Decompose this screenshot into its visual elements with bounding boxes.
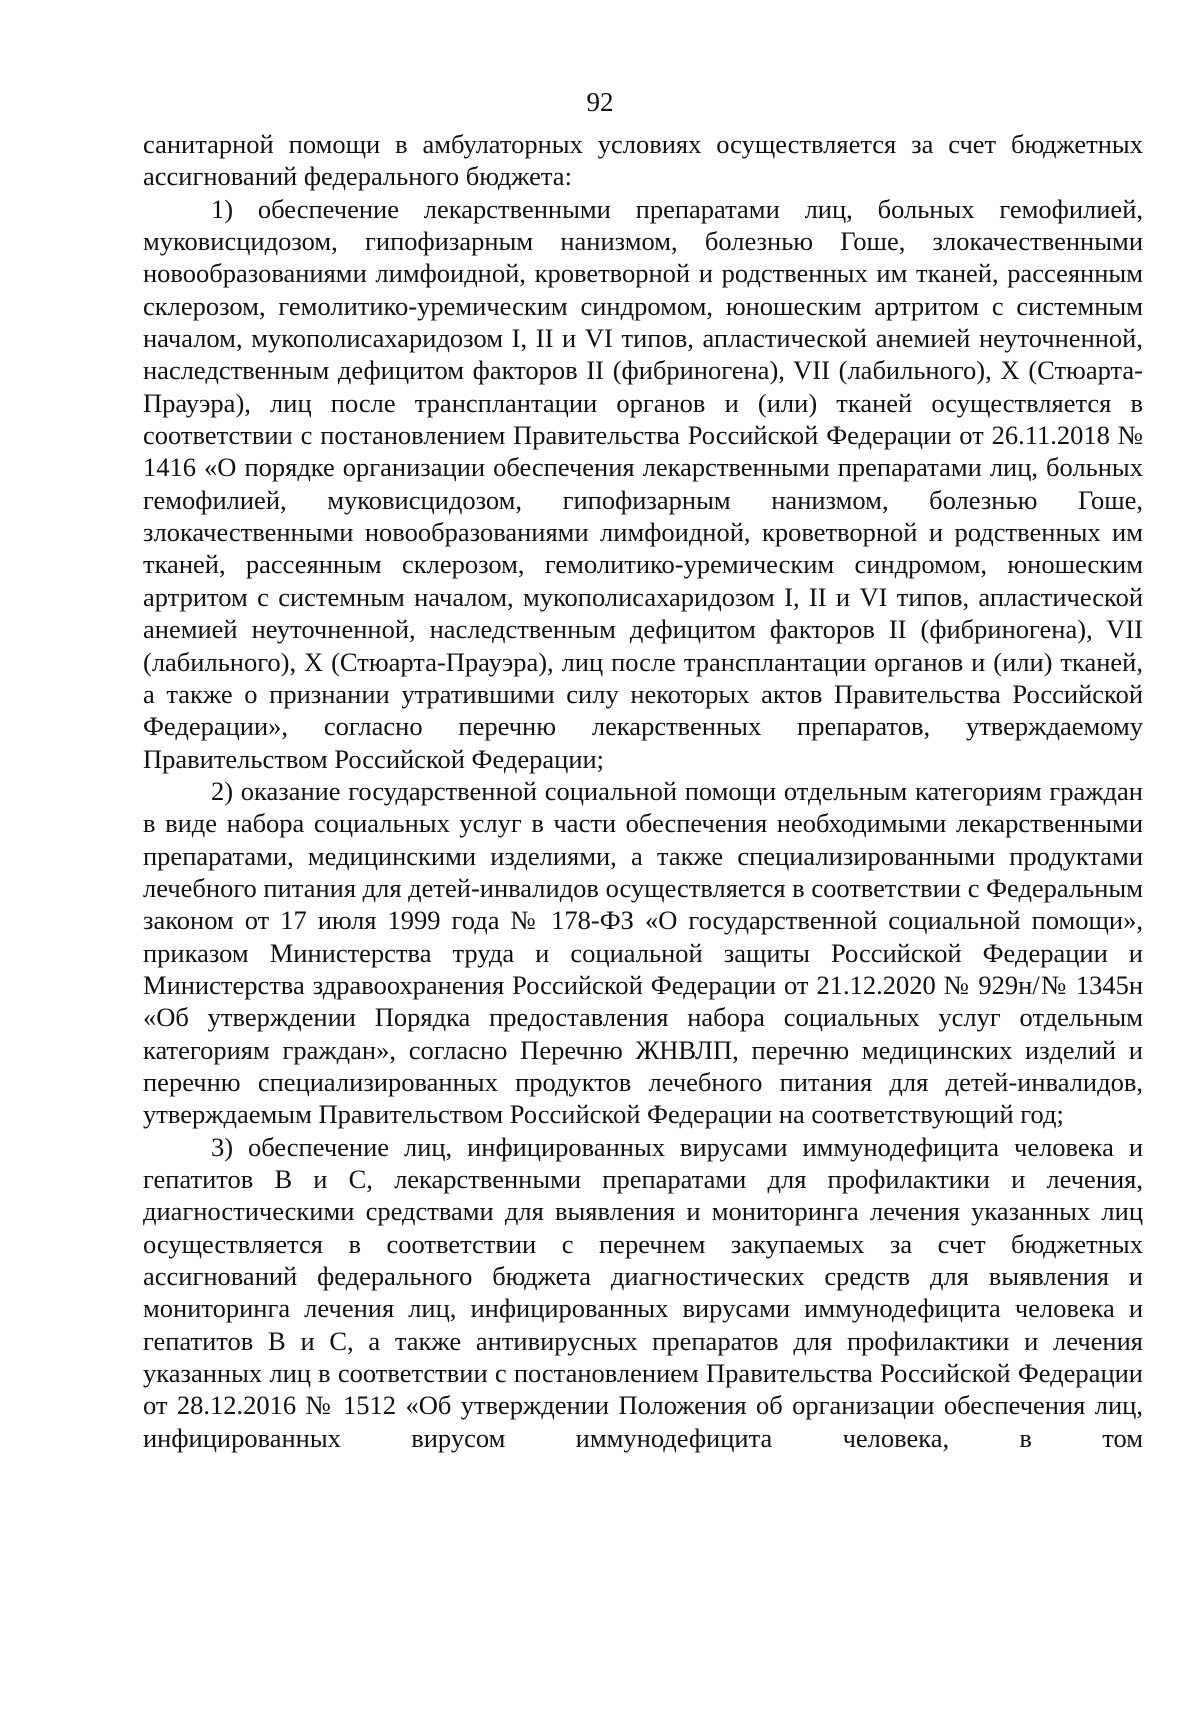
paragraph-item-2: 2) оказание государственной социальной помощи отдельным категориям граждан в виде набора социальных услуг в части обеспечения необходимыми лекарственными препаратами, медицинскими изделиями, а также специализированными продуктами лечебного питания для детей-инвалидов осуществляется в соответствии с Федеральным законом от 17 июля 1999 года № 178-ФЗ «О государственной социальной помощи», приказом Министерства труда и социальной защиты Российской Федерации и Министерства здравоохранения Российской Федерации от 21.12.2020 № 929н/№ 1345н «Об утверждении Порядка предоставления набора социальных услуг отдельным категориям граждан», согласно Перечню ЖНВЛП, перечню медицинских изделий и перечню специализированных продуктов лечебного питания для детей-инвалидов, утверждаемым Правительством Российской Федерации на соответствующий год; (143, 775, 1143, 1130)
paragraph-item-1: 1) обеспечение лекарственными препаратами лиц, больных гемофилией, муковисцидозом, гипофизарным нанизмом, болезнью Гоше, злокачественными новообразованиями лимфоидной, кроветворной и родственных им тканей, рассеянным склерозом, гемолитико-уремическим синдромом, юношеским артритом с системным началом, мукополисахаридозом I, II и VI типов, апластической анемией неуточненной, наследственным дефицитом факторов II (фибриногена), VII (лабильного), X (Стюарта-Прауэра), лиц после трансплантации органов и (или) тканей осуществляется в соответствии с постановлением Правительства Российской Федерации от 26.11.2018 № 1416 «О порядке организации обеспечения лекарственными препаратами лиц, больных гемофилией, муковисцидозом, гипофизарным нанизмом, болезнью Гоше, злокачественными новообразованиями лимфоидной, кроветворной и родственных им тканей, рассеянным склерозом, гемолитико-уремическим синдромом, юношеским артритом с системным началом, мукополисахаридозом I, II и VI типов, апластической анемией неуточненной, наследственным дефицитом факторов II (фибриногена), VII (лабильного), X (Стюарта-Прауэра), лиц после трансплантации органов и (или) тканей, а также о признании утратившими силу некоторых актов Правительства Российской Федерации», согласно перечню лекарственных препаратов, утверждаемому Правительством Российской Федерации; (143, 193, 1143, 774)
page-number: 92 (586, 87, 614, 117)
paragraph-item-3: 3) обеспечение лиц, инфицированных вирусами иммунодефицита человека и гепатитов B и C, лекарственными препаратами для профилактики и лечения, диагностическими средствами для выявления и мониторинга лечения указанных лиц осуществляется в соответствии с перечнем закупаемых за счет бюджетных ассигнований федерального бюджета диагностических средств для выявления и мониторинга лечения лиц, инфицированных вирусами иммунодефицита человека и гепатитов B и C, а также антивирусных препаратов для профилактики и лечения указанных лиц в соответствии с постановлением Правительства Российской Федерации от 28.12.2016 № 1512 «Об утверждении Положения об организации обеспечения лиц, инфицированных вирусом иммунодефицита человека, в том (143, 1131, 1143, 1453)
document-body (143, 128, 1143, 1454)
paragraph-intro: санитарной помощи в амбулаторных условиях осуществляется за счет бюджетных ассигнований федерального бюджета: (143, 129, 1143, 192)
